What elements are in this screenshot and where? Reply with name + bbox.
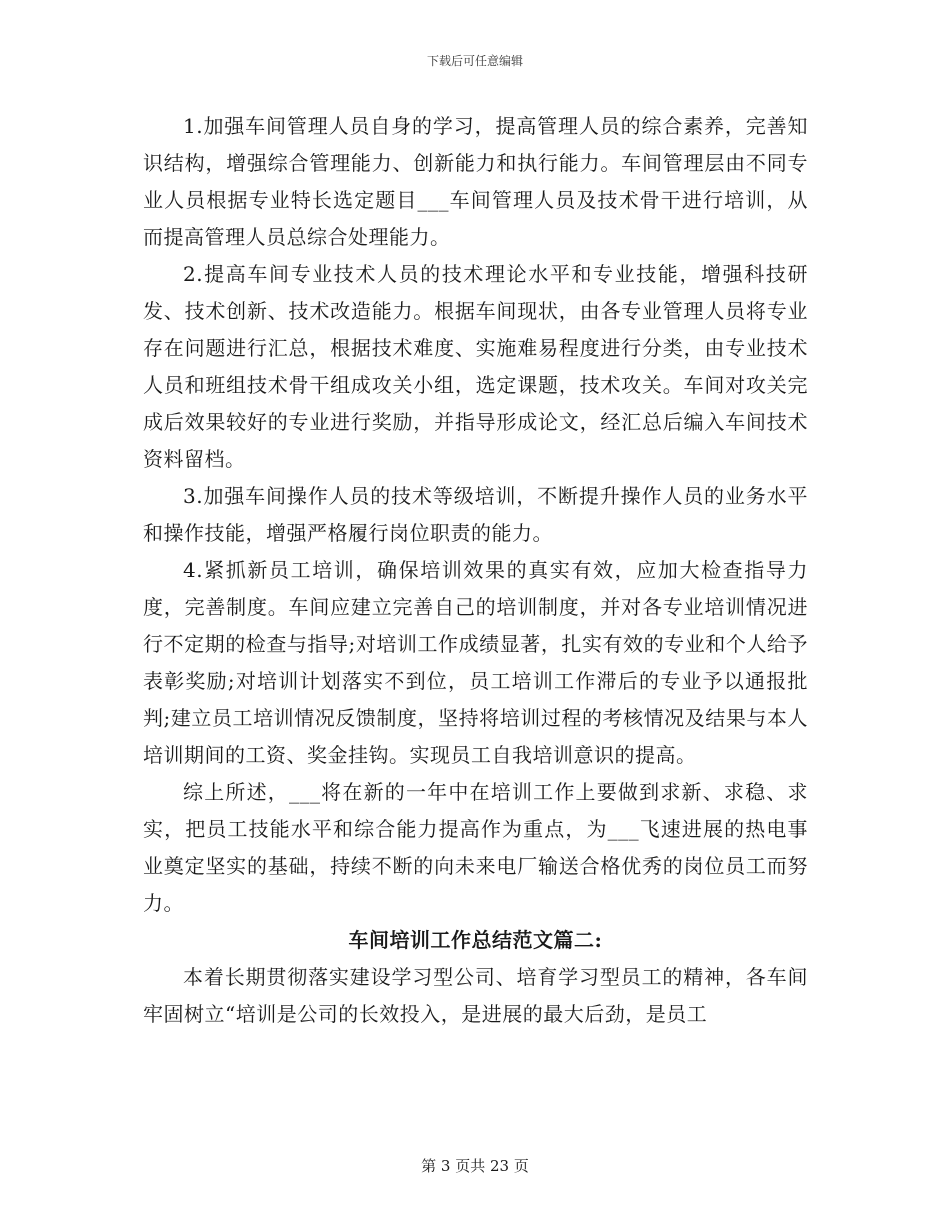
page-number: 第 3 页共 23 页	[421, 1157, 529, 1175]
paragraph-item-1: 1.加强车间管理人员自身的学习，提高管理人员的综合素养，完善知识结构，增强综合管理能力、创新能力和执行能力。车间管理层由不同专业人员根据专业特长选定题目___车间管理人员及技术骨干进行培训，从而提高管理人员总综合处理能力。	[143, 114, 808, 249]
paragraph-item-2: 2.提高车间专业技术人员的技术理论水平和专业技能，增强科技研发、技术创新、技术改造能力。根据车间现状，由各专业管理人员将专业存在问题进行汇总，根据技术难度、实施难易程度进行分类，由专业技术人员和班组技术骨干组成攻关小组，选定课题，技术攻关。车间对攻关完成后效果较好的专业进行奖励，并指导形成论文，经汇总后编入车间技术资料留档。	[143, 262, 808, 471]
section-title: 车间培训工作总结范文篇二:	[348, 928, 603, 952]
paragraph-item-4: 4.紧抓新员工培训，确保培训效果的真实有效，应加大检查指导力度，完善制度。车间应建立完善自己的培训制度，并对各专业培训情况进行不定期的检查与指导;对培训工作成绩显著，扎实有效的专业和个人给予表彰奖励;对培训计划落实不到位，员工培训工作滞后的专业予以通报批判;建立员工培训情况反馈制度，坚持将培训过程的考核情况及结果与本人培训期间的工资、奖金挂钩。实现员工自我培训意识的提高。	[143, 558, 808, 767]
closing-paragraph: 本着长期贯彻落实建设学习型公司、培育学习型员工的精神，各车间牢固树立“培训是公司的长效投入，是进展的最大后劲，是员工	[143, 965, 808, 1026]
page-header-note: 下载后可任意编辑	[426, 54, 523, 68]
paragraph-item-3: 3.加强车间操作人员的技术等级培训，不断提升操作人员的业务水平和操作技能，增强严格履行岗位职责的能力。	[143, 484, 808, 545]
document-body	[143, 108, 808, 1033]
summary-paragraph: 综上所述，___将在新的一年中在培训工作上要做到求新、求稳、求实，把员工技能水平和综合能力提高作为重点，为___飞速进展的热电事业奠定坚实的基础，持续不断的向未来电厂输送合格优秀的岗位员工而努力。	[143, 780, 808, 915]
